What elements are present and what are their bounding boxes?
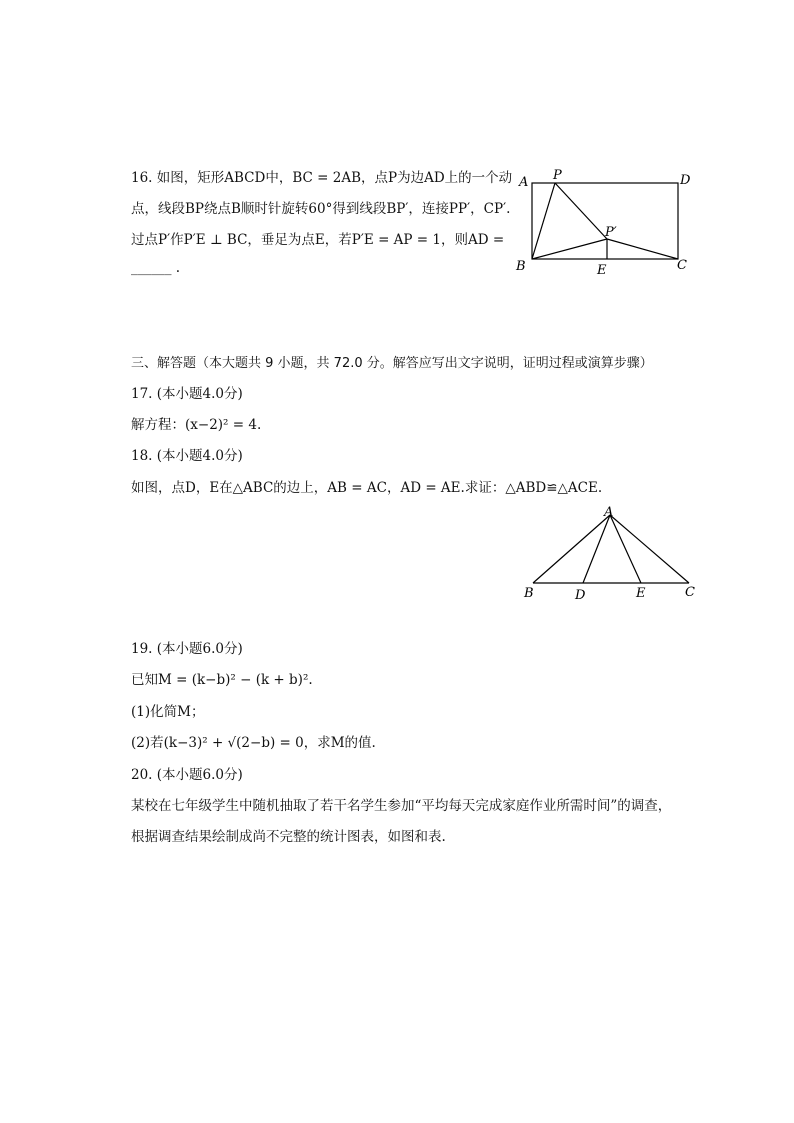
segment-bp-prime — [532, 239, 607, 259]
label-c: C — [685, 585, 695, 600]
segment-ad — [583, 515, 610, 583]
q20-line-1: 某校在七年级学生中随机抽取了若干名学生参加“平均每天完成家庭作业所需时间”的调查， — [131, 798, 672, 814]
q19-heading: 19. (本小题6.0分) — [131, 641, 243, 657]
label-p-prime: P′ — [605, 225, 617, 240]
q16-figure — [510, 165, 705, 280]
segment-pp-prime — [555, 183, 607, 239]
q19-part-1: (1)化简M； — [131, 704, 205, 720]
segment-ac — [610, 515, 689, 583]
segment-ae — [610, 515, 641, 583]
label-d: D — [680, 173, 691, 188]
label-b: B — [516, 259, 526, 274]
q20-heading: 20. (本小题6.0分) — [131, 767, 243, 783]
q17-equation: 解方程：(x−2)² = 4. — [131, 417, 262, 433]
q18-heading: 18. (本小题4.0分) — [131, 448, 243, 464]
q20-line-2: 根据调查结果绘制成尚不完整的统计图表，如图和表. — [131, 829, 446, 845]
label-e: E — [636, 586, 646, 601]
label-a: A — [604, 505, 614, 520]
section-3-heading: 三、解答题（本大题共 9 小题，共 72.0 分。解答应写出文字说明，证明过程或演算步骤） — [131, 356, 653, 371]
q17-heading: 17. (本小题4.0分) — [131, 386, 243, 402]
q16-answer-blank: ______ . — [131, 260, 181, 276]
q18-statement: 如图，点D，E在△ABC的边上，AB = AC，AD = AE.求证：△ABD≌△ACE. — [131, 480, 603, 496]
q16-line-2: 点，线段BP绕点B顺时针旋转60°得到线段BP′，连接PP′，CP′. — [131, 201, 511, 217]
label-e: E — [597, 263, 607, 278]
label-p: P — [553, 168, 562, 183]
segment-cp-prime — [607, 239, 678, 259]
q18-figure — [520, 505, 705, 605]
q19-part-2: (2)若(k−3)² + √(2−b) = 0，求M的值. — [131, 735, 376, 751]
label-a: A — [519, 175, 529, 190]
q16-line-1: 16. 如图，矩形ABCD中，BC = 2AB，点P为边AD上的一个动 — [131, 170, 513, 186]
segment-bp — [532, 183, 555, 259]
rectangle-abcd — [532, 183, 678, 259]
label-b: B — [524, 586, 534, 601]
q19-given: 已知M = (k−b)² − (k + b)². — [131, 672, 313, 688]
label-c: C — [677, 258, 687, 273]
segment-ab — [533, 515, 610, 583]
label-d: D — [575, 588, 586, 603]
q16-line-3: 过点P′作P′E ⊥ BC，垂足为点E，若P′E = AP = 1，则AD = — [131, 232, 505, 248]
